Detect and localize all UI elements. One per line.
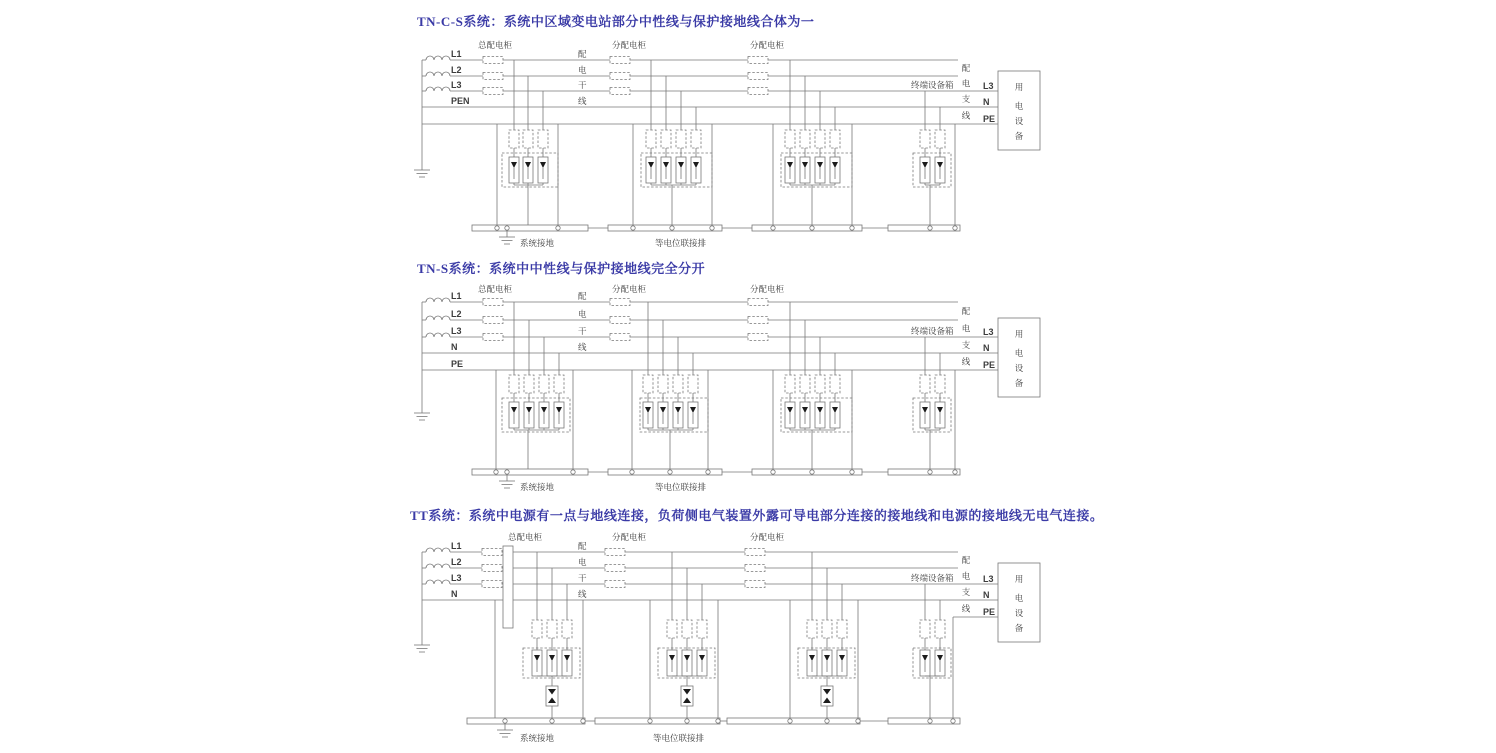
bar-terminal — [505, 470, 509, 474]
fuse — [748, 334, 768, 341]
fuse — [605, 549, 625, 556]
conductor-label: L3 — [983, 574, 994, 584]
bus-label: L2 — [451, 557, 462, 567]
fuse — [610, 334, 630, 341]
bus-label: L3 — [451, 80, 462, 90]
fuse — [748, 88, 768, 95]
trunk-line-label-char: 电 — [578, 557, 587, 567]
bar-terminal — [710, 226, 714, 230]
bus-label: L1 — [451, 541, 462, 551]
trunk-line-label-char: 线 — [578, 589, 587, 599]
terminal-box-label: 终端设备箱 — [911, 573, 954, 583]
fuse — [745, 581, 765, 588]
bar-terminal — [631, 226, 635, 230]
spd-fuse — [785, 130, 795, 148]
conductor-label: N — [983, 343, 990, 353]
fuse — [748, 317, 768, 324]
transformer-coil-icon — [426, 72, 450, 76]
spd-fuse — [815, 375, 825, 393]
diagram-title-tt: TT系统：系统中电源有一点与地线连接，负荷侧电气装置外露可导电部分连接的接地线和电源的接地线无电气连接。 — [410, 508, 1104, 523]
equipotential-label: 等电位联接排 — [655, 482, 707, 492]
spd-fuse — [676, 130, 686, 148]
bar-terminal — [953, 226, 957, 230]
fuse — [610, 299, 630, 306]
conductor-label: N — [983, 590, 990, 600]
fuse — [483, 88, 503, 95]
fuse — [748, 57, 768, 64]
fuse — [610, 73, 630, 80]
conductor-label: PE — [983, 360, 996, 370]
device-box-char: 备 — [1014, 378, 1024, 388]
bonding-bar — [467, 718, 585, 724]
fuse — [483, 334, 503, 341]
spd-fuse — [658, 375, 668, 393]
bar-terminal — [495, 226, 499, 230]
bar-terminal — [951, 719, 955, 723]
dist-cabinet-label: 分配电柜 — [750, 40, 785, 50]
spd-fuse — [667, 620, 677, 638]
dist-cabinet-label: 分配电柜 — [612, 284, 647, 294]
bar-terminal — [953, 470, 957, 474]
fuse — [610, 57, 630, 64]
main-cabinet-label: 总配电柜 — [478, 284, 513, 294]
branch-line-label-char: 电 — [961, 571, 971, 581]
bus-label: N — [451, 342, 458, 352]
bar-terminal — [928, 470, 932, 474]
trunk-line-label-char: 电 — [578, 309, 587, 319]
bonding-bar — [608, 469, 722, 475]
device-box-char: 用 — [1014, 574, 1024, 584]
branch-line-label-char: 线 — [961, 110, 971, 121]
spd-fuse — [509, 375, 519, 393]
terminal-box-label: 终端设备箱 — [911, 326, 954, 336]
branch-line-label-char: 电 — [961, 323, 971, 334]
spd-fuse — [643, 375, 653, 393]
fuse — [745, 565, 765, 572]
bar-terminal — [648, 719, 652, 723]
device-box-char: 备 — [1014, 131, 1024, 141]
fuse — [745, 549, 765, 556]
spd-fuse — [532, 620, 542, 638]
spd-fuse — [920, 620, 930, 638]
trunk-line-label-char: 干 — [578, 80, 587, 90]
spd-fuse — [800, 375, 810, 393]
diagram-tt — [414, 532, 1040, 743]
transformer-coil-icon — [426, 298, 450, 302]
trunk-line-label-char: 配 — [578, 49, 587, 59]
diagram-tn-s — [414, 284, 1040, 492]
conductor-label: L3 — [983, 81, 994, 91]
trunk-line-label-char: 配 — [578, 291, 587, 301]
dist-cabinet-label: 分配电柜 — [612, 40, 647, 50]
system-ground-label: 系统接地 — [520, 482, 555, 492]
branch-line-label-char: 支 — [961, 94, 971, 104]
fuse — [483, 299, 503, 306]
bus-label: PEN — [451, 96, 470, 106]
bonding-bar — [727, 718, 860, 724]
bar-terminal — [850, 470, 854, 474]
spd-fuse — [646, 130, 656, 148]
bar-terminal — [716, 719, 720, 723]
spd-fuse — [547, 620, 557, 638]
device-box-char: 备 — [1014, 623, 1024, 633]
spd-fuse — [691, 130, 701, 148]
device-box-char: 用 — [1014, 329, 1024, 339]
spd-fuse — [815, 130, 825, 148]
dist-cabinet-label: 分配电柜 — [750, 532, 785, 542]
spd-fuse — [800, 130, 810, 148]
device-box-char: 设 — [1014, 116, 1024, 126]
bar-terminal — [928, 226, 932, 230]
spd-fuse — [920, 375, 930, 393]
spd-fuse — [523, 130, 533, 148]
bar-terminal — [556, 226, 560, 230]
branch-line-label-char: 配 — [961, 555, 971, 565]
fuse — [483, 317, 503, 324]
bar-terminal — [571, 470, 575, 474]
system-ground-label: 系统接地 — [520, 733, 555, 743]
branch-line-label-char: 支 — [961, 587, 971, 597]
main-cabinet-label: 总配电柜 — [478, 40, 513, 50]
branch-line-label-char: 配 — [961, 63, 971, 73]
device-box-char: 设 — [1014, 363, 1024, 373]
spd-fuse — [661, 130, 671, 148]
bonding-bar — [888, 718, 960, 724]
device-box-char: 电 — [1014, 101, 1024, 111]
transformer-coil-icon — [426, 56, 450, 60]
spd-fuse — [562, 620, 572, 638]
trunk-line-label-char: 干 — [578, 326, 587, 336]
conductor-label: L3 — [983, 327, 994, 337]
fuse — [483, 73, 503, 80]
bar-terminal — [810, 226, 814, 230]
branch-line-label-char: 配 — [961, 306, 971, 316]
bonding-bar — [595, 718, 720, 724]
spd-fuse — [837, 620, 847, 638]
bar-terminal — [550, 719, 554, 723]
spd-fuse — [935, 620, 945, 638]
conductor-label: PE — [983, 607, 996, 617]
branch-line-label-char: 线 — [961, 356, 971, 367]
branch-line-label-char: 支 — [961, 340, 971, 350]
bar-terminal — [850, 226, 854, 230]
bus-label: L3 — [451, 573, 462, 583]
busbar — [503, 546, 513, 628]
bar-terminal — [503, 719, 507, 723]
trunk-line-label-char: 配 — [578, 541, 587, 551]
bar-terminal — [494, 470, 498, 474]
bar-terminal — [810, 470, 814, 474]
fuse — [748, 73, 768, 80]
bonding-bar — [752, 469, 862, 475]
bar-terminal — [928, 719, 932, 723]
fuse — [610, 88, 630, 95]
fuse — [610, 317, 630, 324]
transformer-coil-icon — [426, 548, 450, 552]
system-ground-label: 系统接地 — [520, 238, 555, 248]
spd-fuse — [509, 130, 519, 148]
spd-fuse — [822, 620, 832, 638]
spd-fuse — [538, 130, 548, 148]
device-box-char: 电 — [1014, 593, 1024, 603]
bar-terminal — [825, 719, 829, 723]
device-box-char: 用 — [1014, 82, 1024, 92]
trunk-line-label-char: 电 — [578, 65, 587, 75]
trunk-line-label-char: 线 — [578, 96, 587, 106]
equipotential-label: 等电位联接排 — [655, 238, 707, 248]
transformer-coil-icon — [426, 87, 450, 91]
fuse — [605, 565, 625, 572]
bus-label: L1 — [451, 49, 462, 59]
trunk-line-label-char: 线 — [578, 342, 587, 352]
spd-fuse — [935, 130, 945, 148]
fuse — [482, 565, 502, 572]
bus-label: N — [451, 589, 458, 599]
bar-terminal — [771, 226, 775, 230]
transformer-coil-icon — [426, 316, 450, 320]
bus-label: L3 — [451, 326, 462, 336]
spd-fuse — [785, 375, 795, 393]
bonding-bar — [888, 225, 960, 231]
spd-fuse — [697, 620, 707, 638]
fuse — [482, 581, 502, 588]
bar-terminal — [856, 719, 860, 723]
bonding-bar — [608, 225, 722, 231]
bar-terminal — [505, 226, 509, 230]
bonding-bar — [472, 225, 588, 231]
device-box-char: 电 — [1014, 348, 1024, 358]
fuse — [483, 57, 503, 64]
diagram-tn-c-s — [414, 40, 1040, 248]
transformer-coil-icon — [426, 333, 450, 337]
spd-fuse — [830, 130, 840, 148]
bus-label: PE — [451, 359, 464, 369]
bus-label: L2 — [451, 65, 462, 75]
transformer-coil-icon — [426, 580, 450, 584]
bar-terminal — [706, 470, 710, 474]
branch-line-label-char: 线 — [961, 603, 971, 614]
bus-label: L2 — [451, 309, 462, 319]
bar-terminal — [685, 719, 689, 723]
bar-terminal — [668, 470, 672, 474]
spd-fuse — [524, 375, 534, 393]
diagram-title-tn-c-s: TN-C-S系统：系统中区域变电站部分中性线与保护接地线合体为一 — [417, 14, 815, 29]
bar-terminal — [630, 470, 634, 474]
spd-fuse — [807, 620, 817, 638]
bar-terminal — [581, 719, 585, 723]
dist-cabinet-label: 分配电柜 — [612, 532, 647, 542]
fuse — [748, 299, 768, 306]
fuse — [482, 549, 502, 556]
spd-fuse — [682, 620, 692, 638]
device-box-char: 设 — [1014, 608, 1024, 618]
conductor-label: PE — [983, 114, 996, 124]
trunk-line-label-char: 干 — [578, 573, 587, 583]
conductor-label: N — [983, 97, 990, 107]
branch-line-label-char: 电 — [961, 78, 971, 89]
bar-terminal — [771, 470, 775, 474]
equipotential-label: 等电位联接排 — [653, 733, 705, 743]
fuse — [605, 581, 625, 588]
spd-fuse — [920, 130, 930, 148]
main-cabinet-label: 总配电柜 — [508, 532, 543, 542]
spd-fuse — [673, 375, 683, 393]
bonding-bar — [888, 469, 960, 475]
dist-cabinet-label: 分配电柜 — [750, 284, 785, 294]
spd-fuse — [935, 375, 945, 393]
bonding-bar — [752, 225, 862, 231]
spd-fuse — [554, 375, 564, 393]
terminal-box-label: 终端设备箱 — [911, 80, 954, 90]
spd-fuse — [688, 375, 698, 393]
bus-label: L1 — [451, 291, 462, 301]
bar-terminal — [670, 226, 674, 230]
diagram-title-tn-s: TN-S系统：系统中中性线与保护接地线完全分开 — [417, 261, 706, 276]
bar-terminal — [788, 719, 792, 723]
spd-fuse — [830, 375, 840, 393]
spd-fuse — [539, 375, 549, 393]
transformer-coil-icon — [426, 564, 450, 568]
